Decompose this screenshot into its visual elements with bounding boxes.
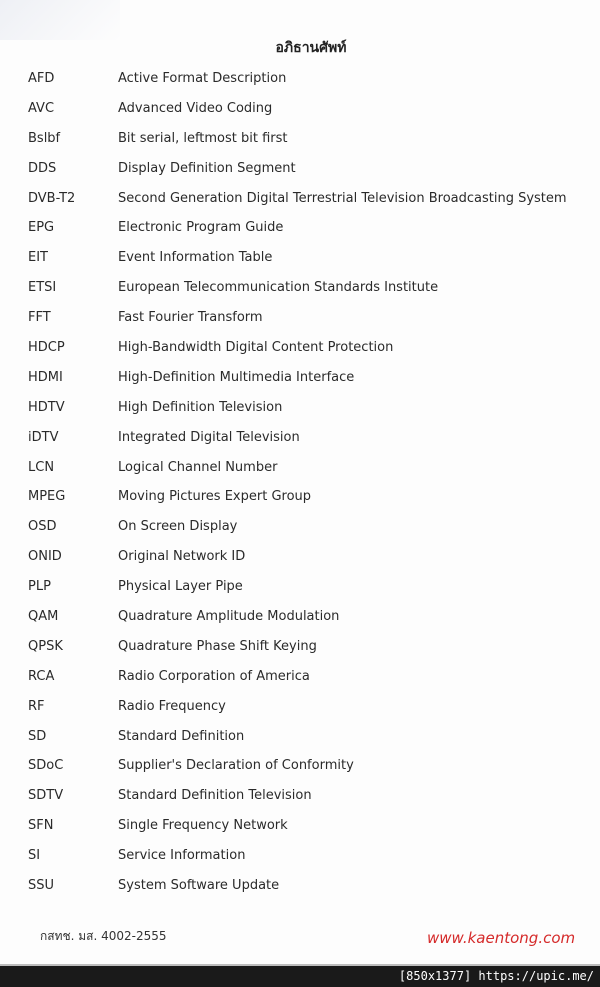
glossary-abbreviation: DDS [28, 160, 57, 176]
glossary-abbreviation: EPG [28, 220, 55, 236]
glossary-abbreviation: MPEG [28, 489, 66, 505]
glossary-definition: Moving Pictures Expert Group [118, 489, 312, 505]
glossary-definition: Radio Corporation of America [118, 668, 310, 684]
glossary-row [28, 815, 588, 845]
glossary-row [28, 636, 588, 666]
glossary-definition: Advanced Video Coding [118, 100, 273, 116]
page-title: อภิธานศัพท์ [275, 40, 347, 56]
glossary-row [28, 666, 588, 696]
glossary-list [28, 68, 588, 905]
glossary-abbreviation: HDMI [28, 369, 63, 385]
glossary-abbreviation: FFT [28, 310, 51, 326]
glossary-abbreviation: iDTV [28, 429, 59, 445]
scan-shadow [0, 0, 120, 40]
glossary-row [28, 875, 588, 905]
glossary-row [28, 516, 588, 546]
glossary-abbreviation: QAM [28, 609, 59, 625]
glossary-row [28, 755, 588, 785]
glossary-row [28, 217, 588, 247]
glossary-definition: Bit serial, leftmost bit first [118, 130, 288, 146]
glossary-row [28, 486, 588, 516]
glossary-abbreviation: SDoC [28, 758, 64, 774]
glossary-abbreviation: QPSK [28, 638, 63, 654]
glossary-abbreviation: ETSI [28, 280, 57, 296]
glossary-row [28, 576, 588, 606]
glossary-definition: Service Information [118, 848, 246, 864]
glossary-definition: Active Format Description [118, 71, 287, 86]
site-watermark: www.kaentong.com [427, 929, 576, 947]
glossary-abbreviation: SD [28, 728, 47, 744]
glossary-definition: Second Generation Digital Terrestrial Television Broadcasting System [118, 190, 567, 206]
image-info-bar [0, 966, 600, 987]
glossary-definition: High-Definition Multimedia Interface [118, 369, 355, 385]
glossary-definition: Event Information Table [118, 250, 273, 266]
glossary-row [28, 128, 588, 158]
glossary-row [28, 427, 588, 457]
glossary-row [28, 696, 588, 726]
glossary-row [28, 845, 588, 875]
glossary-definition: Quadrature Phase Shift Keying [118, 638, 317, 654]
glossary-row [28, 337, 588, 367]
glossary-definition: Display Definition Segment [118, 160, 296, 176]
glossary-row [28, 397, 588, 427]
glossary-definition: Standard Definition Television [118, 788, 312, 804]
glossary-abbreviation: Bslbf [28, 130, 61, 146]
glossary-row [28, 606, 588, 636]
glossary-abbreviation: RF [28, 698, 45, 714]
glossary-row [28, 367, 588, 397]
glossary-row [28, 98, 588, 128]
glossary-abbreviation: SI [28, 848, 41, 864]
glossary-definition: Original Network ID [118, 549, 246, 565]
glossary-definition: High Definition Television [118, 399, 283, 415]
glossary-definition: System Software Update [118, 878, 280, 894]
glossary-definition: European Telecommunication Standards Institute [118, 280, 439, 296]
glossary-abbreviation: ONID [28, 549, 62, 565]
glossary-row [28, 68, 588, 98]
glossary-definition: Quadrature Amplitude Modulation [118, 609, 340, 625]
document-code: กสทช. มส. 4002-2555 [40, 929, 167, 943]
glossary-abbreviation: AVC [28, 100, 55, 116]
glossary-definition: On Screen Display [118, 519, 238, 535]
glossary-definition: Supplier's Declaration of Conformity [118, 758, 354, 774]
glossary-row [28, 785, 588, 815]
glossary-abbreviation: PLP [28, 579, 51, 595]
glossary-abbreviation: OSD [28, 519, 57, 535]
glossary-abbreviation: SDTV [28, 788, 64, 804]
glossary-definition: Radio Frequency [118, 698, 226, 714]
glossary-row [28, 277, 588, 307]
glossary-abbreviation: EIT [28, 250, 48, 266]
glossary-definition: Fast Fourier Transform [118, 310, 263, 326]
glossary-abbreviation: LCN [28, 459, 55, 475]
glossary-abbreviation: RCA [28, 668, 55, 684]
glossary-definition: Physical Layer Pipe [118, 579, 243, 595]
glossary-row [28, 457, 588, 487]
glossary-abbreviation: SSU [28, 878, 55, 894]
glossary-abbreviation: AFD [28, 71, 55, 86]
glossary-abbreviation: SFN [28, 818, 54, 834]
image-info-text: [850x1377] https://upic.me/ [398, 969, 594, 983]
glossary-abbreviation: DVB-T2 [28, 190, 76, 206]
glossary-row [28, 158, 588, 188]
glossary-row [28, 307, 588, 337]
glossary-definition: Single Frequency Network [118, 818, 288, 834]
glossary-row [28, 188, 588, 218]
glossary-abbreviation: HDCP [28, 340, 65, 356]
glossary-row [28, 726, 588, 756]
glossary-abbreviation: HDTV [28, 399, 65, 415]
glossary-row [28, 546, 588, 576]
glossary-definition: Logical Channel Number [118, 459, 278, 475]
glossary-row [28, 247, 588, 277]
glossary-definition: Electronic Program Guide [118, 220, 284, 236]
glossary-definition: High-Bandwidth Digital Content Protection [118, 340, 394, 356]
glossary-definition: Integrated Digital Television [118, 429, 300, 445]
glossary-definition: Standard Definition [118, 728, 245, 744]
